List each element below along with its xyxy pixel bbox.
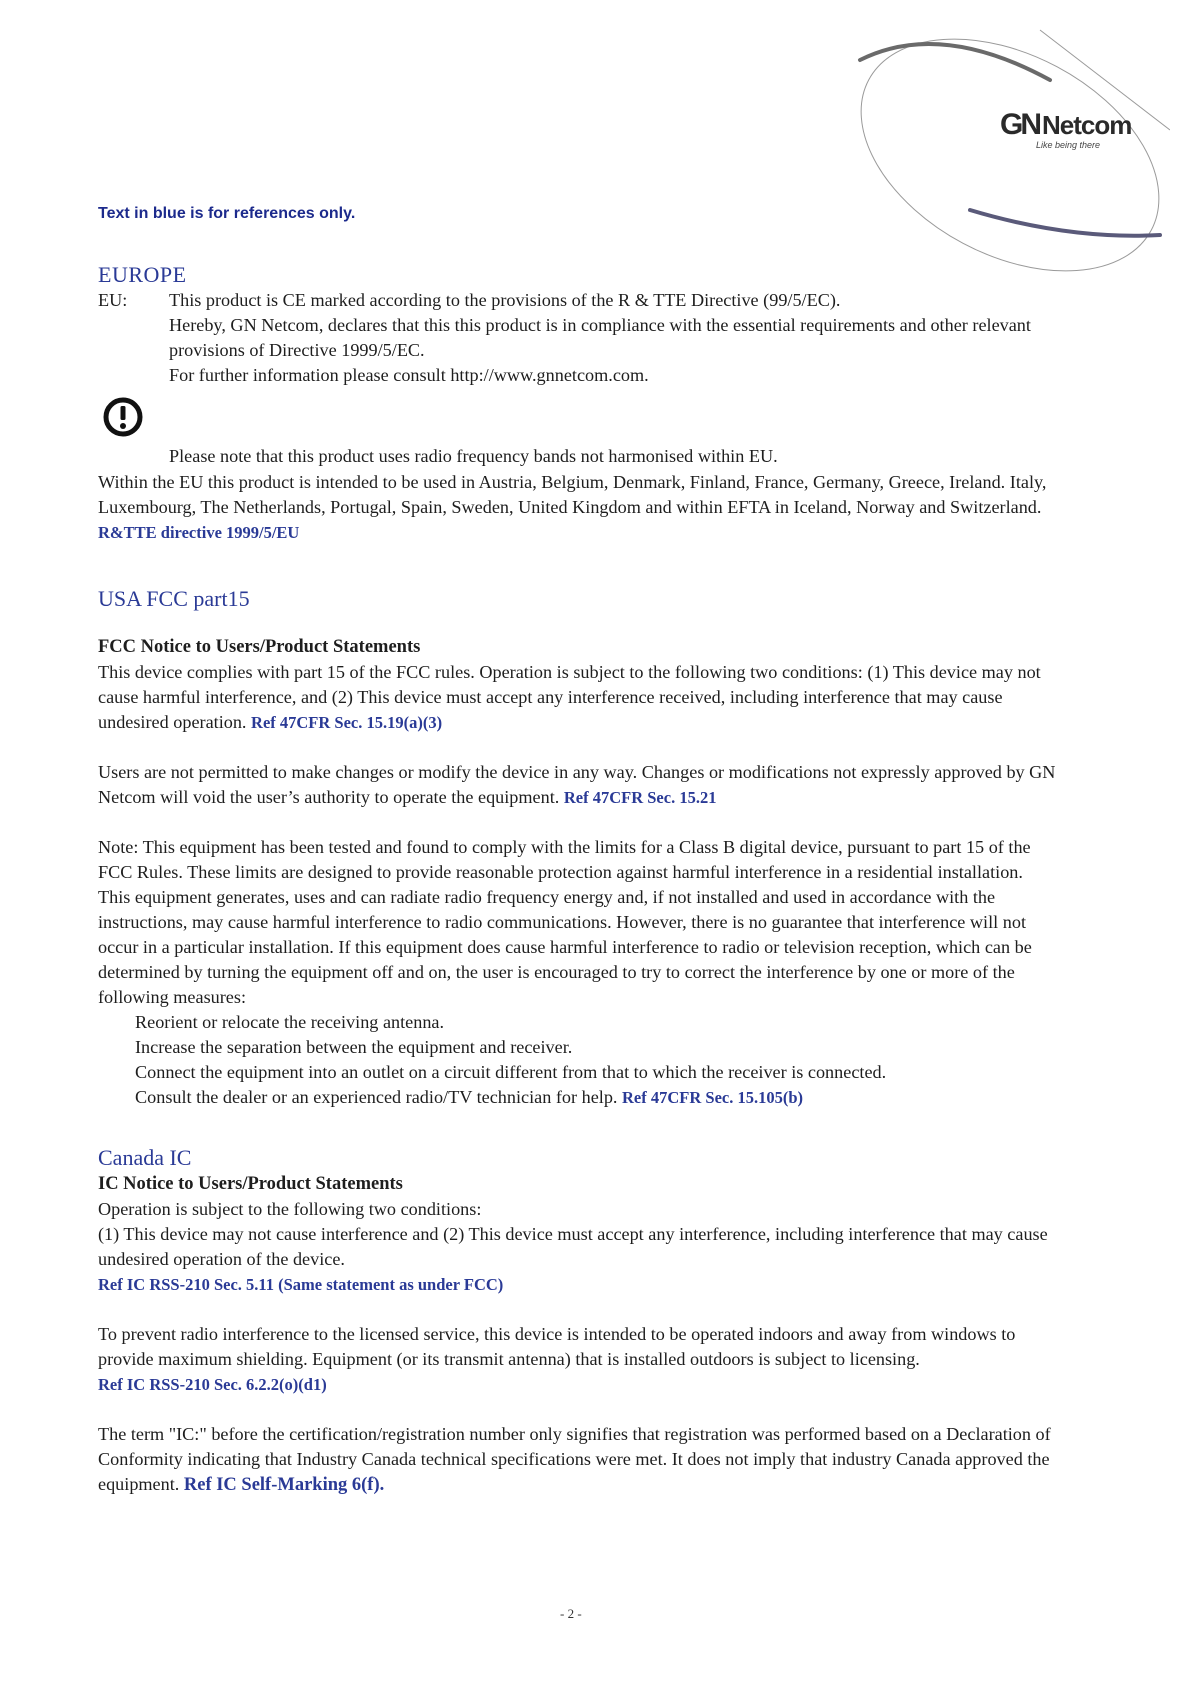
fcc-ref-3: Ref 47CFR Sec. 15.105(b) [622, 1088, 804, 1107]
ic-paragraph-1: Operation is subject to the following two conditions: [98, 1199, 482, 1219]
reference-note: Text in blue is for references only. [98, 205, 356, 222]
logo-brand: Netcom [1042, 110, 1132, 140]
ic-paragraph-2: (1) This device may not cause interference and (2) This device must accept any interference, including interference that may cause undesired operation of the device. [98, 1224, 1048, 1269]
eu-countries: Within the EU this product is intended to be used in Austria, Belgium, Denmark, Finland, France, Germany, Greece, Ireland. Italy, Luxembourg, The Netherlands, Portugal, Spain, Sweden, United Kingdom and within EFTA in Iceland, Norway and Switzerland. [98, 472, 1047, 517]
logo-swoosh [840, 20, 1170, 300]
alert-circle-icon [102, 396, 144, 438]
europe-heading: EUROPE [98, 262, 187, 287]
document-body [98, 262, 1058, 1498]
ic-paragraph-3: To prevent radio interference to the licensed service, this device is intended to be operated indoors and away from windows to provide maximum shielding. Equipment (or its transmit antenna) that is installed outdoors is subject to licensing. [98, 1324, 1016, 1369]
eu-reference: R&TTE directive 1999/5/EU [98, 523, 300, 542]
list-item: Increase the separation between the equipment and receiver. [135, 1037, 573, 1057]
canada-heading: Canada IC [98, 1145, 192, 1170]
eu-line: This product is CE marked according to the provisions of the R & TTE Directive (99/5/EC). [169, 290, 841, 310]
usa-heading: USA FCC part15 [98, 586, 250, 611]
eu-line: Hereby, GN Netcom, declares that this this product is in compliance with the essential requirements and other relevant provisions of Directive 1999/5/EC. [169, 315, 1031, 360]
fcc-measures-list [98, 1010, 1058, 1110]
list-item: Consult the dealer or an experienced radio/TV technician for help. Ref 47CFR Sec. 15.105(b) [135, 1087, 804, 1107]
eu-warning [98, 396, 1058, 470]
ic-ref-1: Ref IC RSS-210 Sec. 5.11 (Same statement as under FCC) [98, 1275, 504, 1294]
warning-text: Please note that this product uses radio frequency bands not harmonised within EU. [169, 446, 778, 466]
fcc-paragraph-1: This device complies with part 15 of the FCC rules. Operation is subject to the following two conditions: (1) This device may not cause harmful interference, and (2) This device must accept any interference received, including interference that may cause undesired operation. Ref 47CFR Sec. 15.19(a)(3) [98, 662, 1041, 732]
company-logo [1000, 108, 1131, 150]
eu-label: EU: [98, 290, 128, 310]
ic-ref-2: Ref IC RSS-210 Sec. 6.2.2(o)(d1) [98, 1375, 327, 1394]
list-item: Reorient or relocate the receiving antenna. [135, 1012, 445, 1032]
ic-ref-3: Ref IC Self-Marking 6(f). [183, 1475, 385, 1495]
list-item: Connect the equipment into an outlet on a circuit different from that to which the receiver is connected. [135, 1062, 887, 1082]
fcc-paragraph-3: Note: This equipment has been tested and found to comply with the limits for a Class B digital device, pursuant to part 15 of the FCC Rules. These limits are designed to provide reasonable protection against harmful interference in a residential installation. [98, 837, 1031, 882]
logo-tagline: Like being there [1036, 140, 1101, 150]
ic-subheading: IC Notice to Users/Product Statements [98, 1174, 403, 1194]
fcc-ref-1: Ref 47CFR Sec. 15.19(a)(3) [251, 713, 443, 732]
eu-line: For further information please consult http://www.gnnetcom.com. [169, 365, 649, 385]
eu-statement [98, 288, 1058, 388]
ic-paragraph-4: The term "IC:" before the certification/registration number only signifies that registration was performed based on a Declaration of Conformity indicating that Industry Canada technical specifications were met. It does not imply that industry Canada approved the equipment. Ref IC Self-Marking 6(f). [98, 1424, 1051, 1495]
fcc-paragraph-4: This equipment generates, uses and can radiate radio frequency energy and, if not installed and used in accordance with the instructions, may cause harmful interference to radio communications. However, there is no guarantee that interference will not occur in a particular installation. If this equipment does cause harmful interference to radio or television reception, which can be determined by turning the equipment off and on, the user is encouraged to try to correct the interference by one or more of the following measures: [98, 887, 1032, 1007]
logo-mark: GN [1000, 108, 1039, 141]
fcc-ref-2: Ref 47CFR Sec. 15.21 [563, 788, 717, 807]
page-number: - 2 - [560, 1606, 582, 1621]
fcc-paragraph-2: Users are not permitted to make changes or modify the device in any way. Changes or modifications not expressly approved by GN Netcom will void the user’s authority to operate the equipment. Ref 47CFR Sec. 15.21 [98, 762, 1056, 807]
fcc-subheading: FCC Notice to Users/Product Statements [98, 637, 421, 657]
